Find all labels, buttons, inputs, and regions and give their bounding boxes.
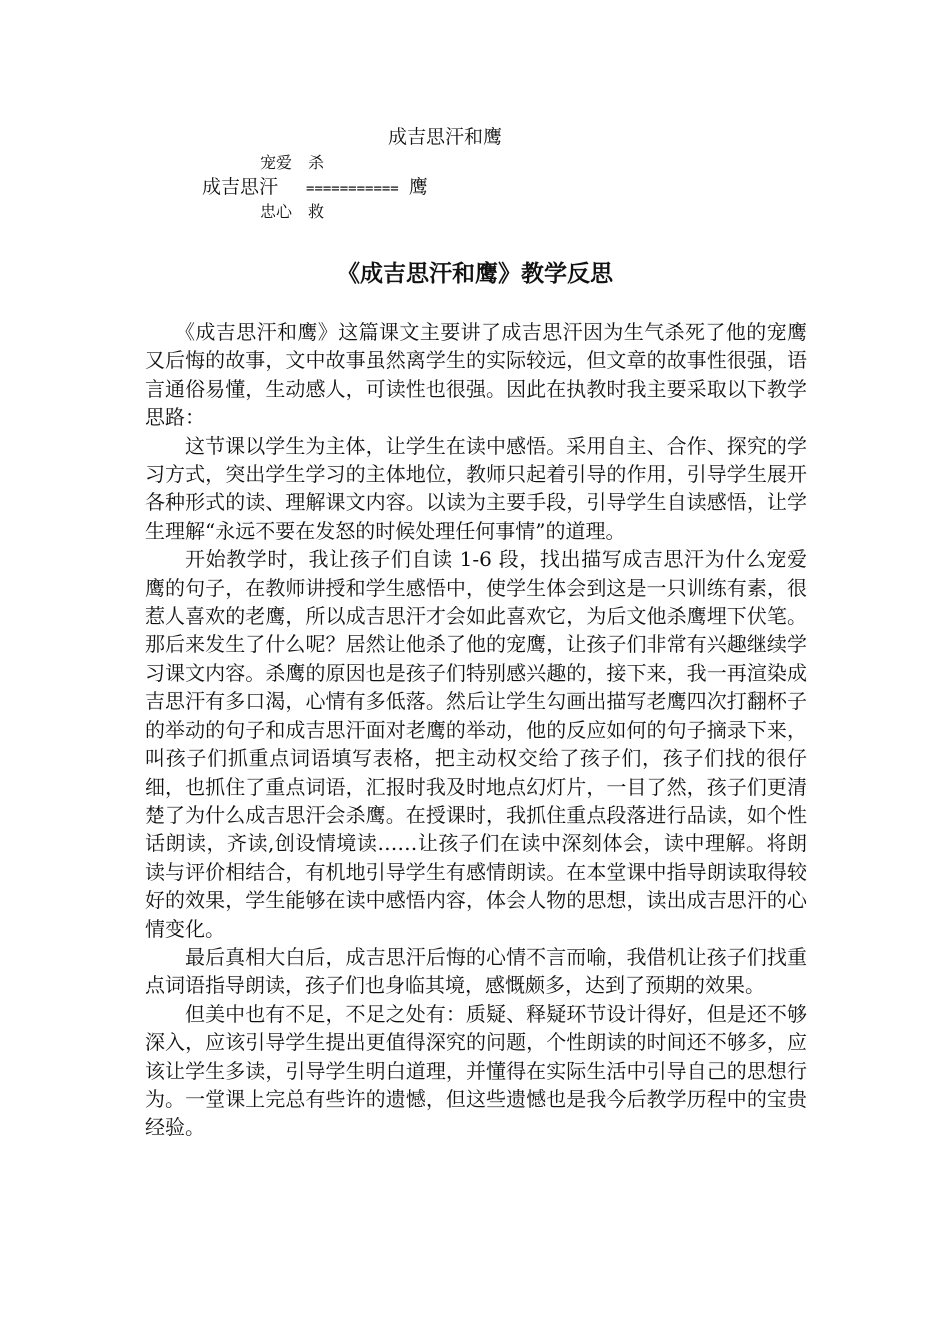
outline-line-1-right: 杀 bbox=[308, 153, 325, 172]
reflection-title: 《成吉思汗和鹰》教学反思 bbox=[337, 261, 613, 287]
paragraph-2: 这节课以学生为主体，让学生在读中感悟。采用自主、合作、探究的学习方式，突出学生学习的主体地位，教师只起着引导的作用，引导学生展开各种形式的读、理解课文内容。以读为主要手段，引导学生自读感悟，让学生理解“永远不要在发怒的时候处理任何事情”的道理。 bbox=[145, 433, 807, 543]
outline-line-2 bbox=[202, 175, 428, 201]
outline-line-3-right: 救 bbox=[308, 202, 325, 221]
reflection-body bbox=[145, 318, 807, 1142]
outline-line-2-left: 成吉思汗 bbox=[202, 176, 279, 198]
blackboard-outline bbox=[0, 0, 950, 240]
outline-title: 成吉思汗和鹰 bbox=[388, 126, 503, 148]
paragraph-5: 但美中也有不足，不足之处有：质疑、释疑环节设计得好，但是还不够深入，应该引导学生提出更值得深究的问题，个性朗读的时间还不够多，应该让学生多读，引导学生明白道理，并懂得在实际生活中引导自己的思想行为。一堂课上完总有些许的遗憾，但这些遗憾也是我今后教学历程中的宝贵经验。 bbox=[145, 1001, 807, 1140]
outline-line-3 bbox=[260, 200, 324, 224]
outline-line-1 bbox=[260, 151, 324, 175]
paragraph-3: 开始教学时，我让孩子们自读 1-6 段，找出描写成吉思汗为什么宠爱鹰的句子，在教师讲授和学生感悟中，使学生体会到这是一只训练有素，很惹人喜欢的老鹰，所以成吉思汗才会如此喜欢它，为后文他杀鹰埋下伏笔。那后来发生了什么呢？居然让他杀了他的宠鹰，让孩子们非常有兴趣继续学习课文内容。杀鹰的原因也是孩子们特别感兴趣的，接下来，我一再渲染成吉思汗有多口渴，心情有多低落。然后让学生勾画出描写老鹰四次打翻杯子的举动的句子和成吉思汗面对老鹰的举动，他的反应如何的句子摘录下来，叫孩子们抓重点词语填写表格，把主动权交给了孩子们，孩子们找的很仔细，也抓住了重点词语，汇报时我及时地点幻灯片，一目了然，孩子们更清楚了为什么成吉思汗会杀鹰。在授课时，我抓住重点段落进行品读，如个性话朗读，齐读,创设情境读……让孩子们在读中深刻体会，读中理解。将朗读与评价相结合，有机地引导学生有感情朗读。在本堂课中指导朗读取得较好的效果，学生能够在读中感悟内容，体会人物的思想，读出成吉思汗的心情变化。 bbox=[145, 547, 807, 941]
paragraph-4: 最后真相大白后，成吉思汗后悔的心情不言而喻，我借机让孩子们找重点词语指导朗读，孩子们也身临其境，感慨颇多，达到了预期的效果。 bbox=[145, 944, 807, 998]
outline-line-2-right: 鹰 bbox=[408, 176, 428, 198]
outline-line-3-left: 忠心 bbox=[260, 202, 293, 221]
outline-line-1-left: 宠爱 bbox=[260, 153, 293, 172]
paragraph-1: 《成吉思汗和鹰》这篇课文主要讲了成吉思汗因为生气杀死了他的宠鹰又后悔的故事，文中故事虽然离学生的实际较远，但文章的故事性很强，语言通俗易懂，生动感人，可读性也很强。因此在执教时我主要采取以下教学思路： bbox=[145, 320, 807, 430]
outline-arrow-equals: =========== bbox=[306, 181, 399, 197]
